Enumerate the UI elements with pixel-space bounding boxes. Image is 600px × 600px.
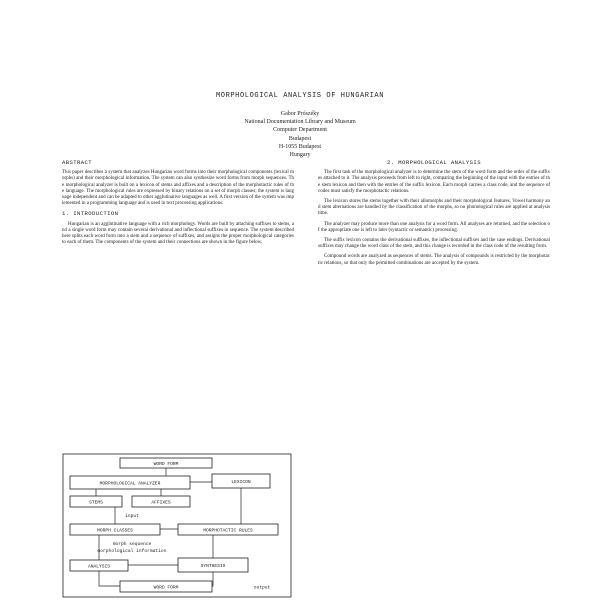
intro-text: Hungarian is an agglutinative language with a rich morphology. Words are built by attaching suffixes to stems, and a single word form may contain several derivational and inflectional suffixes in sequence. The system described here splits each word form into a stem and a sequence of suffixes, and assigns the proper morphological categories to each of them. The components of the system and their connections are shown in the figure below. xyxy=(62,221,294,246)
author-department: Computer Department xyxy=(273,127,327,134)
box-label: LEXICON xyxy=(231,480,251,485)
abstract-heading: ABSTRACT xyxy=(62,159,93,166)
box-label: SYNTHESIS xyxy=(200,564,226,569)
box-label: MORPH CLASSES xyxy=(97,528,133,534)
author-block xyxy=(0,110,600,159)
diagram-label: morphological information xyxy=(97,549,167,554)
left-column xyxy=(62,160,294,250)
diagram-frame xyxy=(63,454,291,597)
right-column xyxy=(318,160,550,271)
body-paragraph: The lexicon stores the stems together with their allomorphs and their morphological features. Vowel harmony and stem alternations are handled by the classification of the morphs, so no phonological rules are applied at analysis time. xyxy=(318,199,550,217)
box-label: STEMS xyxy=(89,500,103,506)
body-paragraph: The suffix lexicon contains the derivational suffixes, the inflectional suffixes and the case endings. Derivational suffixes may change the word class of the stem, and this change is recorded in the class code of the resulting form. xyxy=(318,238,550,250)
body-paragraph: Compound words are analyzed as sequences of stems. The analysis of compounds is restricted by the morphotactic relations, so that only the permitted combinations are accepted by the system. xyxy=(318,254,550,266)
paper-title: MORPHOLOGICAL ANALYSIS OF HUNGARIAN xyxy=(215,92,385,100)
author-country: Hungary xyxy=(289,152,311,159)
box-label: WORD FORM xyxy=(153,585,179,591)
intro-heading: 1. INTRODUCTION xyxy=(62,210,119,218)
box-label: ANALYSIS xyxy=(87,564,111,570)
system-diagram xyxy=(62,452,294,600)
connector-line xyxy=(99,571,120,586)
author-name: Gabor Prószéky xyxy=(280,111,320,117)
box-label: AFFIXES xyxy=(151,500,171,506)
box-label: WORD FORM xyxy=(153,462,179,467)
box-label: MORPHOLOGICAL ANALYZER xyxy=(99,481,161,487)
system-diagram-svg xyxy=(62,452,294,600)
body-paragraph: The analyzer may produce more than one analysis for a word form. All analyses are returned, and the selection of the appropriate one is left to later (syntactic or semantic) processing. xyxy=(318,221,550,233)
diagram-label: output xyxy=(253,585,271,591)
box-label: MORPHOTACTIC RULES xyxy=(203,528,253,534)
author-postcode: H-1055 Budapest xyxy=(278,143,322,150)
body-paragraph: The first task of the morphological analyzer is to determine the stem of the word form and the order of the suffixes attached to it. The analysis proceeds from left to right, comparing the beginning of the input with the entries of the stem lexicon and then with the entries of the suffix lexicon. Each morph carries a class code, and the sequence of codes must satisfy the morphotactic relations. xyxy=(318,170,550,194)
author-affiliation: National Documentation Library and Museum xyxy=(244,119,356,126)
author-city: Budapest xyxy=(288,135,312,142)
diagram-label: input xyxy=(125,514,139,519)
abstract-text: This paper describes a system that analyzes Hungarian word forms into their morphological components (lexical morphs) and their morphological information. The system can also synthesize word forms from morph sequences. The morphological analyzer is built on a lexicon of stems and affixes and a description of the morphotactic rules of the language. The morphological rules are expressed by binary relations on a set of morph classes; the system is language independent and can be adapted to other agglutinative languages as well. A first version of the system was implemented in a programming language and is used in text processing applications. xyxy=(62,170,294,207)
section-heading: 2. MORPHOLOGICAL ANALYSIS xyxy=(387,159,481,166)
diagram-label: morph sequence xyxy=(112,542,152,547)
